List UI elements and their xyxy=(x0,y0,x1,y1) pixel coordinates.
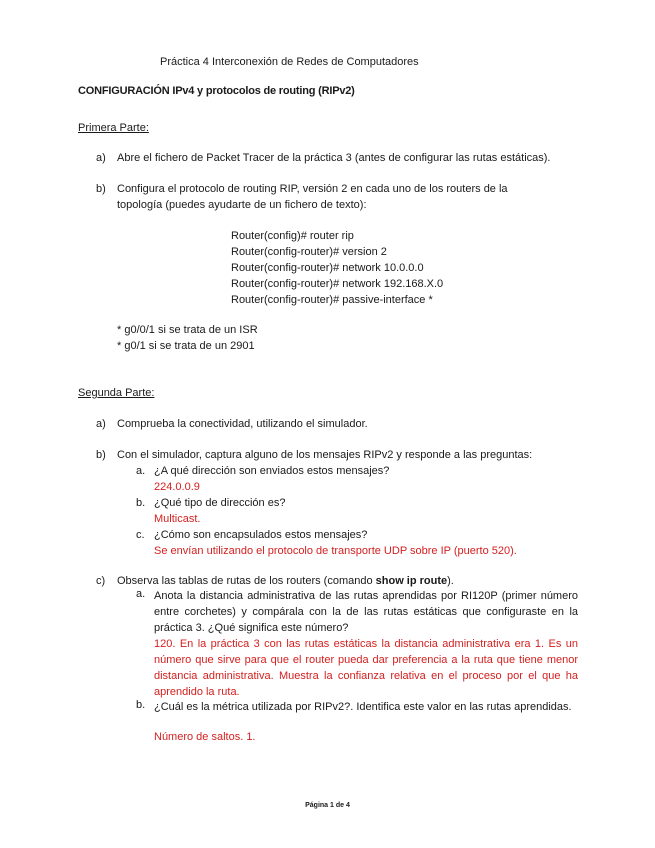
footnote: * g0/0/1 si se trata de un ISR xyxy=(117,324,258,336)
command-line: Router(config-router)# version 2 xyxy=(231,246,387,258)
answer-text: 224.0.0.9 xyxy=(154,481,200,493)
item-marker: c) xyxy=(96,575,106,587)
footnote: * g0/1 si se trata de un 2901 xyxy=(117,340,255,352)
command-line: Router(config-router)# passive-interface * xyxy=(231,294,433,306)
answer-text: Número de saltos. 1. xyxy=(154,731,256,743)
command-inline: show ip route xyxy=(375,575,448,587)
item-text: topología (puedes ayudarte de un fichero de texto): xyxy=(117,199,367,211)
answer-text: Multicast. xyxy=(154,513,201,525)
item-text: Con el simulador, captura alguno de los mensajes RIPv2 y responde a las preguntas: xyxy=(117,449,533,461)
item-marker: a) xyxy=(96,152,106,164)
document-title: CONFIGURACIÓN IPv4 y protocolos de routing (RIPv2) xyxy=(78,85,355,97)
page-header: Práctica 4 Interconexión de Redes de Computadores xyxy=(160,56,419,68)
subitem-marker: c. xyxy=(136,529,145,541)
item-text-post: ). xyxy=(447,575,454,587)
subitem-marker: b. xyxy=(136,497,146,509)
question-text: ¿Cómo son encapsulados estos mensajes? xyxy=(154,529,368,541)
page-footer: Página 1 de 4 xyxy=(305,802,350,809)
subitem-marker: a. xyxy=(136,588,146,600)
command-line: Router(config-router)# network 10.0.0.0 xyxy=(231,262,424,274)
subitem-marker: a. xyxy=(136,465,146,477)
item-text: Abre el fichero de Packet Tracer de la práctica 3 (antes de configurar las rutas estáticas). xyxy=(117,152,551,164)
question-text: ¿Qué tipo de dirección es? xyxy=(154,497,286,509)
section-heading-primera: Primera Parte: xyxy=(78,122,149,134)
item-marker: b) xyxy=(96,449,106,461)
command-line: Router(config)# router rip xyxy=(231,230,354,242)
item-text: Configura el protocolo de routing RIP, versión 2 en cada uno de los routers de la xyxy=(117,183,508,195)
item-text-pre: Observa las tablas de rutas de los routers (comando xyxy=(117,575,376,587)
command-line: Router(config-router)# network 192.168.X.0 xyxy=(231,278,444,290)
question-text: Anota la distancia administrativa de las rutas aprendidas por RI120P (primer número entre corchetes) y compárala con la de las rutas estáticas que configuraste en la práctica 3. ¿Qué significa este número? xyxy=(154,590,578,634)
question-text: ¿Cuál es la métrica utilizada por RIPv2?. Identifica este valor en las rutas aprendidas. xyxy=(154,701,572,713)
item-marker: b) xyxy=(96,183,106,195)
item-marker: a) xyxy=(96,418,106,430)
item-text xyxy=(117,575,454,587)
answer-text: Se envían utilizando el protocolo de transporte UDP sobre IP (puerto 520). xyxy=(154,545,517,557)
item-text: Comprueba la conectividad, utilizando el simulador. xyxy=(117,418,368,430)
answer-text: 120. En la práctica 3 con las rutas estáticas la distancia administrativa era 1. Es un número que sirve para que el router pueda dar preferencia a la ruta que tiene menor distancia administrativa. Muestra la confianza relativa en el proceso por el que ha aprendido la ruta. xyxy=(154,638,578,698)
section-heading-segunda: Segunda Parte: xyxy=(78,387,155,399)
subitem-marker: b. xyxy=(136,699,146,711)
question-text: ¿A qué dirección son enviados estos mensajes? xyxy=(154,465,390,477)
